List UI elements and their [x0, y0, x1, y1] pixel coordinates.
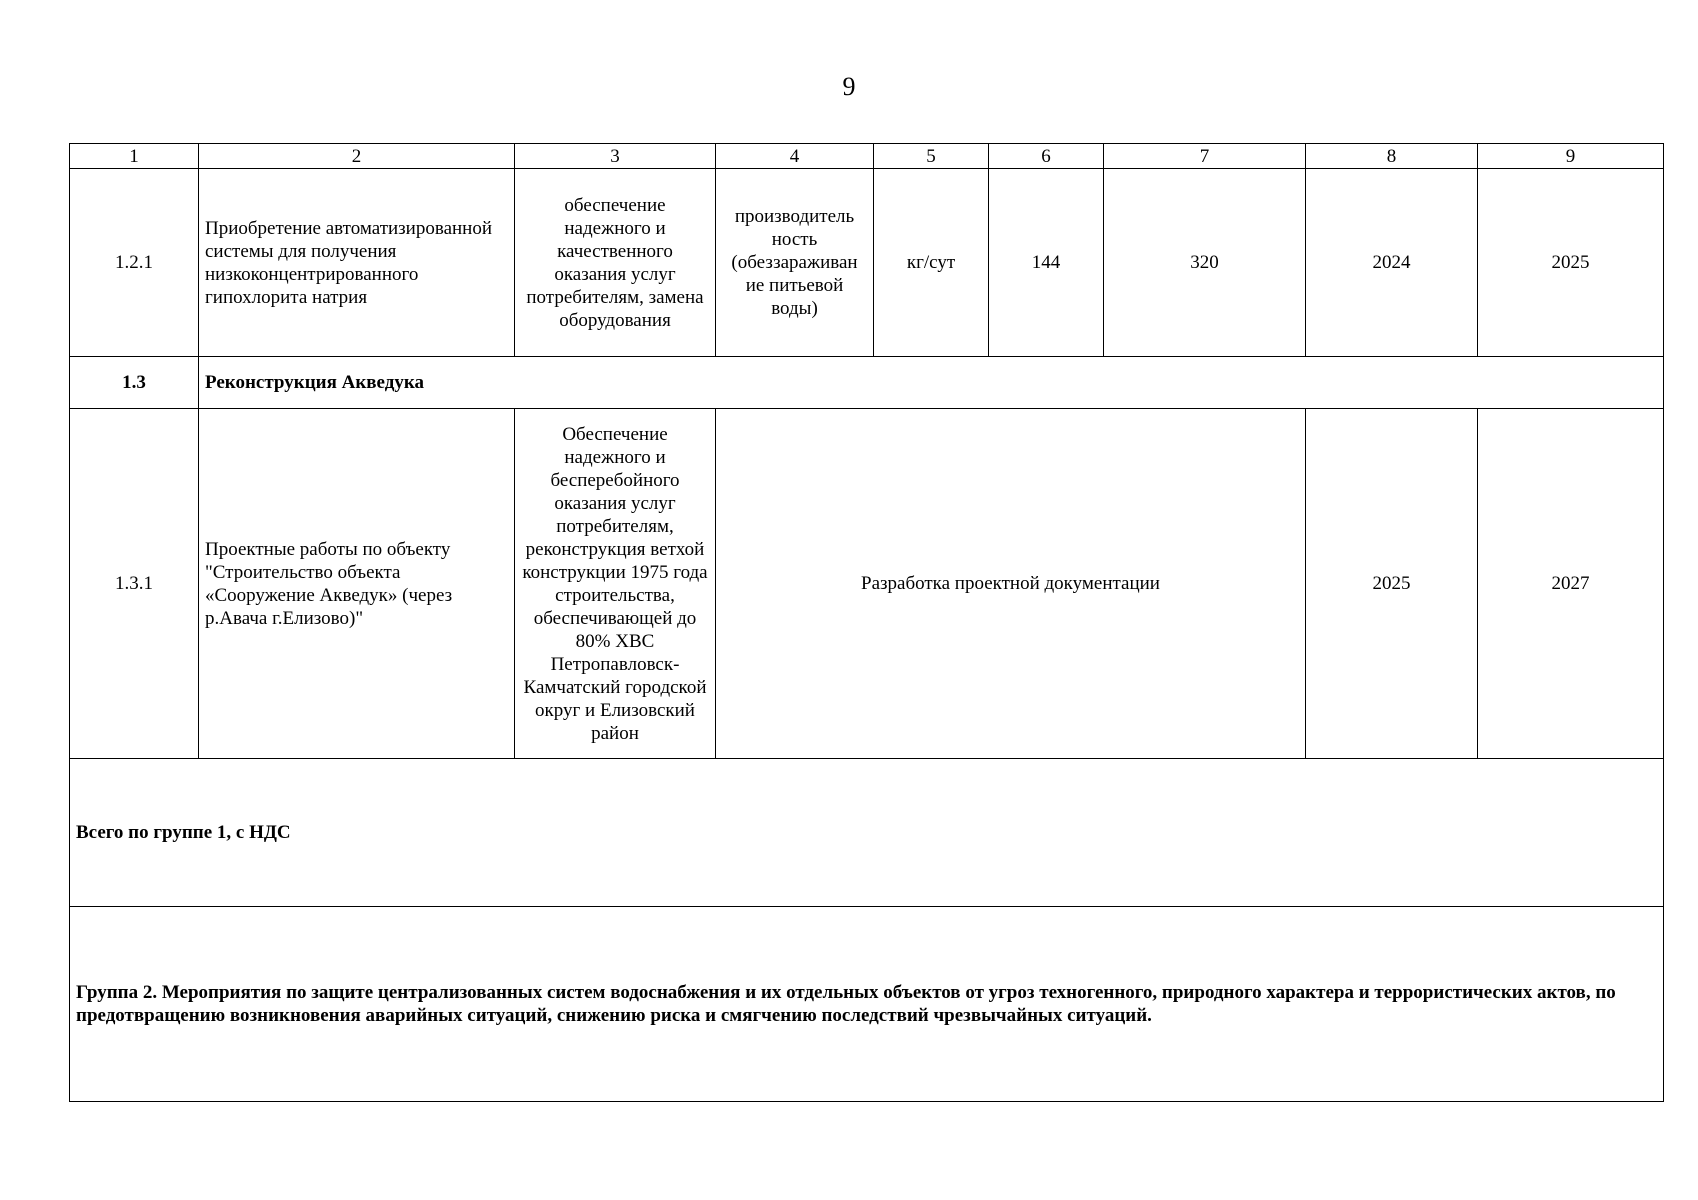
group-1-total-label: Всего по группе 1, с НДС	[70, 759, 1664, 907]
merged-result-cell: Разработка проектной документации	[716, 409, 1306, 759]
end-year: 2025	[1478, 169, 1664, 357]
measure-name: Проектные работы по объекту "Строительство объекта «Сооружение Акведук» (через р.Авача г.Елизово)"	[199, 409, 515, 759]
header-col-8: 8	[1306, 144, 1478, 169]
measure-name: Приобретение автоматизированной системы для получения низкоконцентрированного гипохлорита натрия	[199, 169, 515, 357]
page-number: 9	[842, 72, 856, 101]
header-row	[70, 144, 1664, 169]
header-col-3: 3	[515, 144, 716, 169]
end-year: 2027	[1478, 409, 1664, 759]
start-year: 2025	[1306, 409, 1478, 759]
unit: кг/сут	[874, 169, 989, 357]
indicator-name: производитель ность (обеззараживан ие питьевой воды)	[716, 169, 874, 357]
header-col-5: 5	[874, 144, 989, 169]
group-2-row	[70, 907, 1664, 1102]
header-col-6: 6	[989, 144, 1104, 169]
header-col-1: 1	[70, 144, 199, 169]
measures-table	[69, 143, 1664, 1102]
measure-purpose: обеспечение надежного и качественного оказания услуг потребителям, замена оборудования	[515, 169, 716, 357]
group-2-heading: Группа 2. Мероприятия по защите централизованных систем водоснабжения и их отдельных объектов от угроз техногенного, природного характера и террористических актов, по предотвращению возникновения аварийных ситуаций, снижению риска и смягчению последствий чрезвычайных ситуаций.	[70, 907, 1664, 1102]
section-number: 1.3	[70, 357, 199, 409]
header-col-7: 7	[1104, 144, 1306, 169]
value-after: 320	[1104, 169, 1306, 357]
section-title: Реконструкция Акведука	[199, 357, 1664, 409]
total-row	[70, 759, 1664, 907]
table-row-1-3-1	[70, 409, 1664, 759]
row-number: 1.3.1	[70, 409, 199, 759]
row-number: 1.2.1	[70, 169, 199, 357]
header-col-4: 4	[716, 144, 874, 169]
header-col-2: 2	[199, 144, 515, 169]
measure-purpose: Обеспечение надежного и бесперебойного оказания услуг потребителям, реконструкция ветхой конструкции 1975 года строительства, обеспечивающей до 80% ХВС Петропавловск-Камчатский городской округ и Елизовский район	[515, 409, 716, 759]
header-col-9: 9	[1478, 144, 1664, 169]
start-year: 2024	[1306, 169, 1478, 357]
value-before: 144	[989, 169, 1104, 357]
table-row-1-2-1	[70, 169, 1664, 357]
section-row-1-3	[70, 357, 1664, 409]
